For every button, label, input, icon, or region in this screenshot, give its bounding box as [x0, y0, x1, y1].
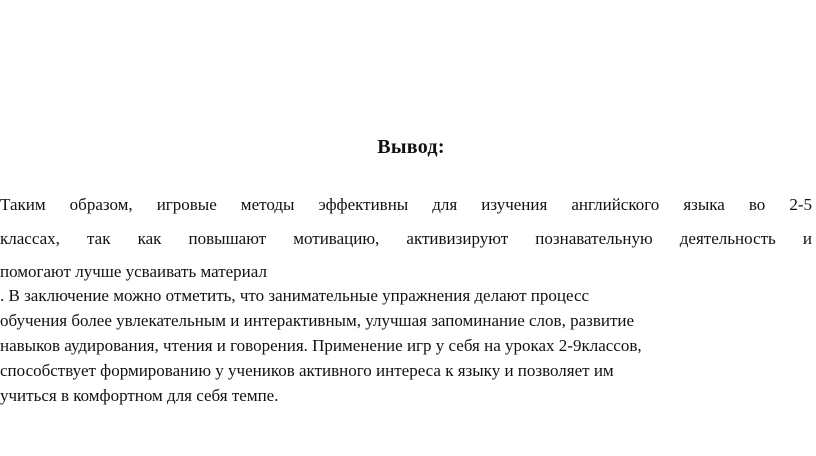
paragraph-line: способствует формированию у учеников активного интереса к языку и позволяет им: [0, 361, 614, 380]
paragraph-line: классах, так как повышают мотивацию, активизируют познавательную деятельность и: [0, 228, 812, 248]
paragraph-line: . В заключение можно отметить, что занимательные упражнения делают процесс: [0, 286, 590, 305]
conclusion-paragraph-2: [0, 283, 812, 408]
paragraph-line: Таким образом, игровые методы эффективны для изучения английского языка во 2-5: [0, 195, 812, 214]
conclusion-paragraph-1: [0, 188, 812, 289]
paragraph-line: помогают лучше усваивать материал: [0, 262, 267, 281]
paragraph-line: навыков аудирования, чтения и говорения. Применение игр у себя на уроках 2-9классов,: [0, 336, 642, 355]
paragraph-line: учиться в комфортном для себя темпе.: [0, 386, 279, 405]
conclusion-heading: Вывод:: [377, 136, 445, 158]
paragraph-line: обучения более увлекательным и интерактивным, улучшая запоминание слов, развитие: [0, 311, 635, 330]
